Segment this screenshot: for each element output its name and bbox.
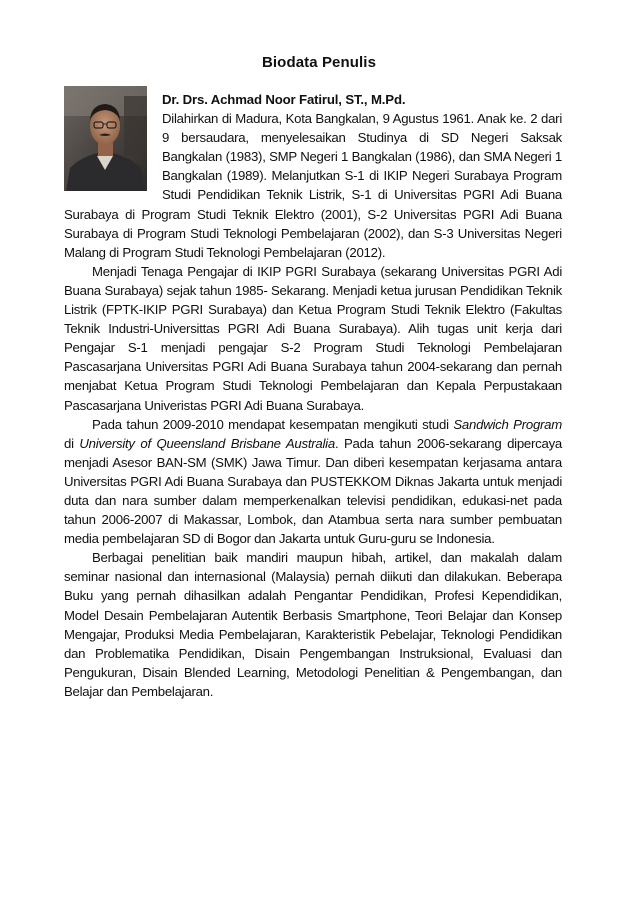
biography-text [64,90,562,701]
paragraph-experience-italic-1: Sandwich Program [453,416,562,432]
paragraph-experience-part-a: Pada tahun 2009-2010 mendapat kesempatan mengikuti studi [92,416,454,432]
paragraph-publications: Berbagai penelitian baik mandiri maupun hibah, artikel, dan makalah dalam seminar nasional dan internasional (Malaysia) pernah diikuti dan dilakukan. Beberapa Buku yang pernah dihasilkan adalah Pengantar Pendidikan, Profesi Kependidikan, Model Desain Pembelajaran Autentik Berbasis Smartphone, Teori Belajar dan Konsep Mengajar, Produksi Media Pembelajaran, Karakteristik Pebelajar, Teknologi Pendidikan dan Problematika Pendidikan, Disain Pengembangan Instruksional, Evaluasi dan Pengukuran, Disain Blended Learning, Metodologi Penelitian & Pengembangan, dan Belajar dan Pembelajaran. [64,550,562,699]
paragraph-experience [64,415,562,549]
paragraph-career: Menjadi Tenaga Pengajar di IKIP PGRI Surabaya (sekarang Universitas PGRI Adi Buana Surabaya) sejak tahun 1985- Sekarang. Menjadi ketua jurusan Pendidikan Teknik Listrik (FPTK-IKIP PGRI Surabaya) dan Ketua Program Studi Teknik Elektro (Fakultas Teknik Industri-Universittas PGRI Adi Buana Surabaya). Alih tugas unit kerja dari Pengajar S-1 menjadi pengajar S-2 Program Studi Teknologi Pembelajaran Pascasarjana Universitas PGRI Adi Buana Surabaya tahun 2004-sekarang dan pernah menjabat Ketua Program Studi Teknologi Pembelajaran dan Kepala Perpustakaan Pascasarjana Univeristas PGRI Adi Buana Surabaya. [64,263,562,413]
paragraph-experience-part-c: . Pada tahun 2006-sekarang dipercaya menjadi Asesor BAN-SM (SMK) Jawa Timur. Dan diberi kesempatan kerjasama antara Universitas PGRI Adi Buana Surabaya dan PUSTEKKOM Diknas Jakarta untuk menjadi duta dan nara sumber dalam memperkenalkan televisi pendidikan, edukasi-net pada tahun 2006-2007 di Makassar, Lombok, dan Atambua serta nara sumber pembuatan media pembelajaran SD di Bogor dan Jakarta untuk Guru-guru se Indonesia. [64,435,562,547]
paragraph-experience-part-b: di [64,435,80,451]
page-title: Biodata Penulis [261,54,377,71]
author-name: Dr. Drs. Achmad Noor Fatirul, ST., M.Pd. [162,92,406,107]
paragraph-education: Dilahirkan di Madura, Kota Bangkalan, 9 Agustus 1961. Anak ke. 2 dari 9 bersaudara, menyelesaikan Studinya di SD Negeri Saksak Bangkalan (1983), SMP Negeri 1 Bangkalan (1986), dan SMA Negeri 1 Bangkalan (1989). Melanjutkan S-1 di IKIP Negeri Surabaya Program Studi Pendidikan Teknik Listrik, S-1 di Universitas PGRI Adi Buana Surabaya di Program Studi Teknik Elektro (2001), S-2 Universitas PGRI Adi Buana Surabaya di Program Studi Teknologi Pembelajaran (2002), dan S-3 Universitas Negeri Malang di Program Studi Teknologi Pembelajaran (2012). [64,111,562,260]
paragraph-experience-italic-2: University of Queensland Brisbane Australia [79,435,335,451]
photo-wrap-spacer [64,90,162,198]
